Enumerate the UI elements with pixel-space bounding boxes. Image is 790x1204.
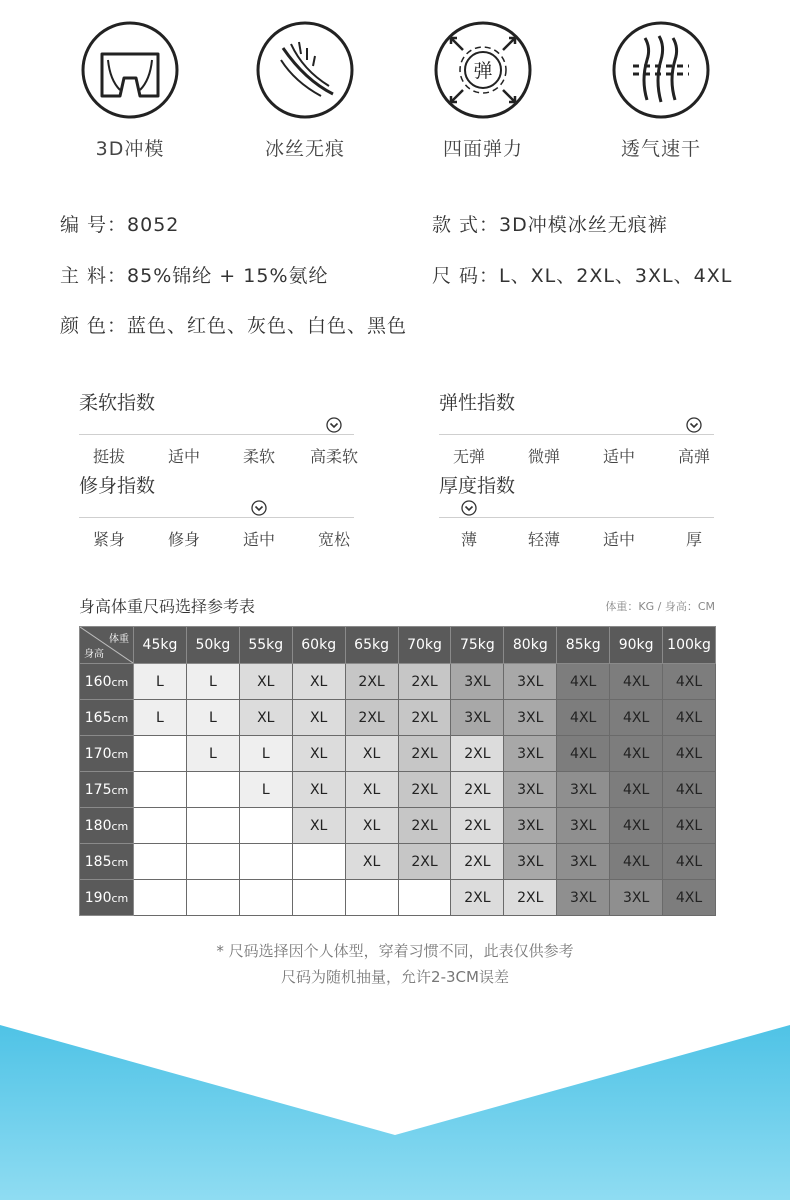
size-cell: 4XL	[610, 736, 663, 772]
size-cell	[186, 772, 239, 808]
height-header	[80, 664, 134, 700]
size-cell: 2XL	[451, 844, 504, 880]
table-row	[80, 880, 716, 916]
height-unit: cm	[111, 819, 129, 833]
spec-style: 款 式：3D冲模冰丝无痕裤	[432, 214, 668, 236]
size-cell: 2XL	[451, 880, 504, 916]
table-row	[80, 664, 716, 700]
size-cell: 4XL	[610, 700, 663, 736]
size-table-title: 身高体重尺码选择参考表	[79, 597, 256, 616]
size-cell: 3XL	[504, 736, 557, 772]
size-cell	[239, 844, 292, 880]
size-table-header	[80, 627, 716, 664]
size-cell: 2XL	[398, 664, 451, 700]
weight-header: 70kg	[398, 627, 451, 664]
index-scale-line	[439, 434, 714, 435]
size-cell: 3XL	[557, 772, 610, 808]
size-cell: XL	[345, 808, 398, 844]
size-cell: 3XL	[504, 700, 557, 736]
feature-four-way-stretch	[418, 20, 548, 161]
size-cell: 4XL	[610, 664, 663, 700]
index-level: 柔软	[242, 447, 275, 466]
index-level: 修身	[167, 530, 200, 549]
height-value: 175	[84, 781, 112, 798]
weight-header: 85kg	[557, 627, 610, 664]
size-cell: 3XL	[451, 700, 504, 736]
index-level: 厚	[685, 530, 702, 549]
size-cell	[186, 844, 239, 880]
index-level: 无弹	[452, 447, 485, 466]
size-cell: L	[239, 772, 292, 808]
size-cell: L	[186, 736, 239, 772]
weight-header: 75kg	[451, 627, 504, 664]
height-value: 160	[84, 673, 112, 690]
height-value: 180	[84, 817, 112, 834]
height-unit: cm	[111, 747, 129, 761]
weight-header: 45kg	[134, 627, 187, 664]
index-level: 高柔软	[309, 447, 358, 466]
height-value: 185	[84, 853, 112, 870]
size-cell: 4XL	[663, 772, 716, 808]
size-cell: XL	[292, 808, 345, 844]
table-row	[80, 844, 716, 880]
size-cell: 2XL	[451, 736, 504, 772]
height-unit: cm	[111, 711, 129, 725]
feature-breathable	[596, 20, 726, 161]
size-note-1: * 尺码选择因个人体型，穿着习惯不同，此表仅供参考	[216, 942, 574, 960]
index-level: 适中	[602, 530, 635, 549]
feature-label: 3D冲模	[95, 138, 165, 160]
size-cell: XL	[345, 736, 398, 772]
weight-header: 65kg	[345, 627, 398, 664]
chevron-down-icon	[686, 417, 702, 433]
spec-number: 编 号：8052	[60, 214, 180, 236]
size-cell: 4XL	[557, 700, 610, 736]
elasticity-index	[439, 388, 714, 468]
height-header	[80, 844, 134, 880]
size-table	[79, 626, 716, 916]
size-cell	[134, 844, 187, 880]
size-cell: 4XL	[557, 736, 610, 772]
size-cell: 2XL	[398, 844, 451, 880]
index-scale-line	[79, 434, 354, 435]
size-cell: 2XL	[398, 700, 451, 736]
thickness-index	[439, 471, 714, 551]
index-level: 微弹	[527, 447, 560, 466]
size-table-corner	[80, 627, 134, 664]
spec-size: 尺 码：L、XL、2XL、3XL、4XL	[432, 265, 733, 287]
weight-header: 100kg	[663, 627, 716, 664]
corner-weight-label: 体重	[109, 634, 129, 645]
size-cell: XL	[345, 772, 398, 808]
size-cell: 2XL	[345, 700, 398, 736]
feature-label: 冰丝无痕	[264, 138, 345, 160]
size-cell: 2XL	[451, 772, 504, 808]
index-level: 适中	[242, 530, 275, 549]
weight-header: 90kg	[610, 627, 663, 664]
size-cell	[134, 736, 187, 772]
size-cell	[292, 880, 345, 916]
size-cell: 4XL	[663, 736, 716, 772]
size-cell: 4XL	[610, 808, 663, 844]
size-cell: 3XL	[504, 844, 557, 880]
table-row	[80, 736, 716, 772]
height-value: 170	[84, 745, 112, 762]
weight-header: 60kg	[292, 627, 345, 664]
size-cell: XL	[345, 844, 398, 880]
index-level: 轻薄	[527, 530, 560, 549]
table-row	[80, 772, 716, 808]
size-cell	[134, 880, 187, 916]
size-cell: 4XL	[663, 880, 716, 916]
index-scale-line	[79, 517, 354, 518]
size-cell: 4XL	[610, 844, 663, 880]
spec-material: 主 料：85%锦纶 + 15%氨纶	[60, 265, 329, 287]
height-unit: cm	[111, 855, 129, 869]
spec-color: 颜 色：蓝色、红色、灰色、白色、黑色	[60, 315, 408, 337]
size-cell	[134, 772, 187, 808]
index-level: 高弹	[677, 447, 710, 466]
size-cell: 4XL	[557, 664, 610, 700]
size-cell: 3XL	[557, 880, 610, 916]
table-row	[80, 700, 716, 736]
index-level: 薄	[460, 530, 477, 549]
height-header	[80, 808, 134, 844]
softness-index	[79, 388, 358, 468]
size-cell: 2XL	[451, 808, 504, 844]
size-cell: 3XL	[504, 772, 557, 808]
index-title: 修身指数	[79, 475, 156, 497]
feature-icons	[0, 20, 790, 170]
size-cell: 3XL	[451, 664, 504, 700]
size-cell: L	[186, 700, 239, 736]
table-row	[80, 808, 716, 844]
size-cell: 4XL	[610, 772, 663, 808]
index-title: 厚度指数	[439, 475, 516, 497]
stretch-four-way-icon	[433, 20, 533, 120]
breathable-icon	[611, 20, 711, 120]
height-unit: cm	[111, 783, 129, 797]
weight-header: 80kg	[504, 627, 557, 664]
feature-ice-silk	[240, 20, 370, 161]
bottom-decor-band	[0, 1025, 790, 1200]
size-table-unit-note: 体重：KG / 身高：CM	[605, 600, 715, 613]
size-cell: 4XL	[663, 844, 716, 880]
weight-header: 50kg	[186, 627, 239, 664]
size-cell: XL	[292, 664, 345, 700]
size-cell	[186, 808, 239, 844]
index-title: 柔软指数	[79, 392, 156, 414]
height-unit: cm	[111, 891, 129, 905]
feature-3d-mold	[65, 20, 195, 161]
height-header	[80, 772, 134, 808]
height-header	[80, 736, 134, 772]
size-cell: L	[134, 664, 187, 700]
index-title: 弹性指数	[439, 392, 516, 414]
size-cell	[239, 880, 292, 916]
size-cell: 2XL	[345, 664, 398, 700]
size-cell: 2XL	[398, 772, 451, 808]
size-cell: XL	[239, 700, 292, 736]
feather-icon	[255, 20, 355, 120]
size-cell	[186, 880, 239, 916]
index-level: 紧身	[92, 530, 125, 549]
height-header	[80, 880, 134, 916]
size-cell: 3XL	[557, 808, 610, 844]
size-cell: XL	[292, 772, 345, 808]
chevron-down-icon	[461, 500, 477, 516]
feature-label: 透气速干	[620, 138, 701, 160]
index-level: 适中	[167, 447, 200, 466]
size-note-2: 尺码为随机抽量，允许2-3CM误差	[281, 968, 509, 986]
size-cell	[345, 880, 398, 916]
fit-index	[79, 471, 354, 551]
index-scale-line	[439, 517, 714, 518]
size-cell: L	[239, 736, 292, 772]
size-cell: 2XL	[504, 880, 557, 916]
size-cell	[292, 844, 345, 880]
weight-header: 55kg	[239, 627, 292, 664]
index-level: 挺拔	[92, 447, 125, 466]
size-cell: 3XL	[504, 808, 557, 844]
size-cell: 4XL	[663, 664, 716, 700]
boxer-briefs-icon	[80, 20, 180, 120]
svg-text:弹: 弹	[473, 60, 493, 82]
size-cell: 4XL	[663, 808, 716, 844]
size-cell: 2XL	[398, 736, 451, 772]
size-cell	[398, 880, 451, 916]
size-cell: XL	[292, 736, 345, 772]
feature-label: 四面弹力	[442, 138, 523, 160]
corner-height-label: 身高	[84, 649, 104, 660]
size-cell: 4XL	[663, 700, 716, 736]
size-cell	[239, 808, 292, 844]
height-header	[80, 700, 134, 736]
size-cell: 2XL	[398, 808, 451, 844]
size-cell: L	[134, 700, 187, 736]
index-level: 宽松	[317, 530, 350, 549]
height-value: 165	[84, 709, 112, 726]
size-cell: 3XL	[610, 880, 663, 916]
size-cell: L	[186, 664, 239, 700]
chevron-down-icon	[251, 500, 267, 516]
index-level: 适中	[602, 447, 635, 466]
height-value: 190	[84, 889, 112, 906]
chevron-down-icon	[326, 417, 342, 433]
height-unit: cm	[111, 675, 129, 689]
size-cell	[134, 808, 187, 844]
size-cell: 3XL	[504, 664, 557, 700]
size-cell: 3XL	[557, 844, 610, 880]
size-cell: XL	[239, 664, 292, 700]
size-cell: XL	[292, 700, 345, 736]
